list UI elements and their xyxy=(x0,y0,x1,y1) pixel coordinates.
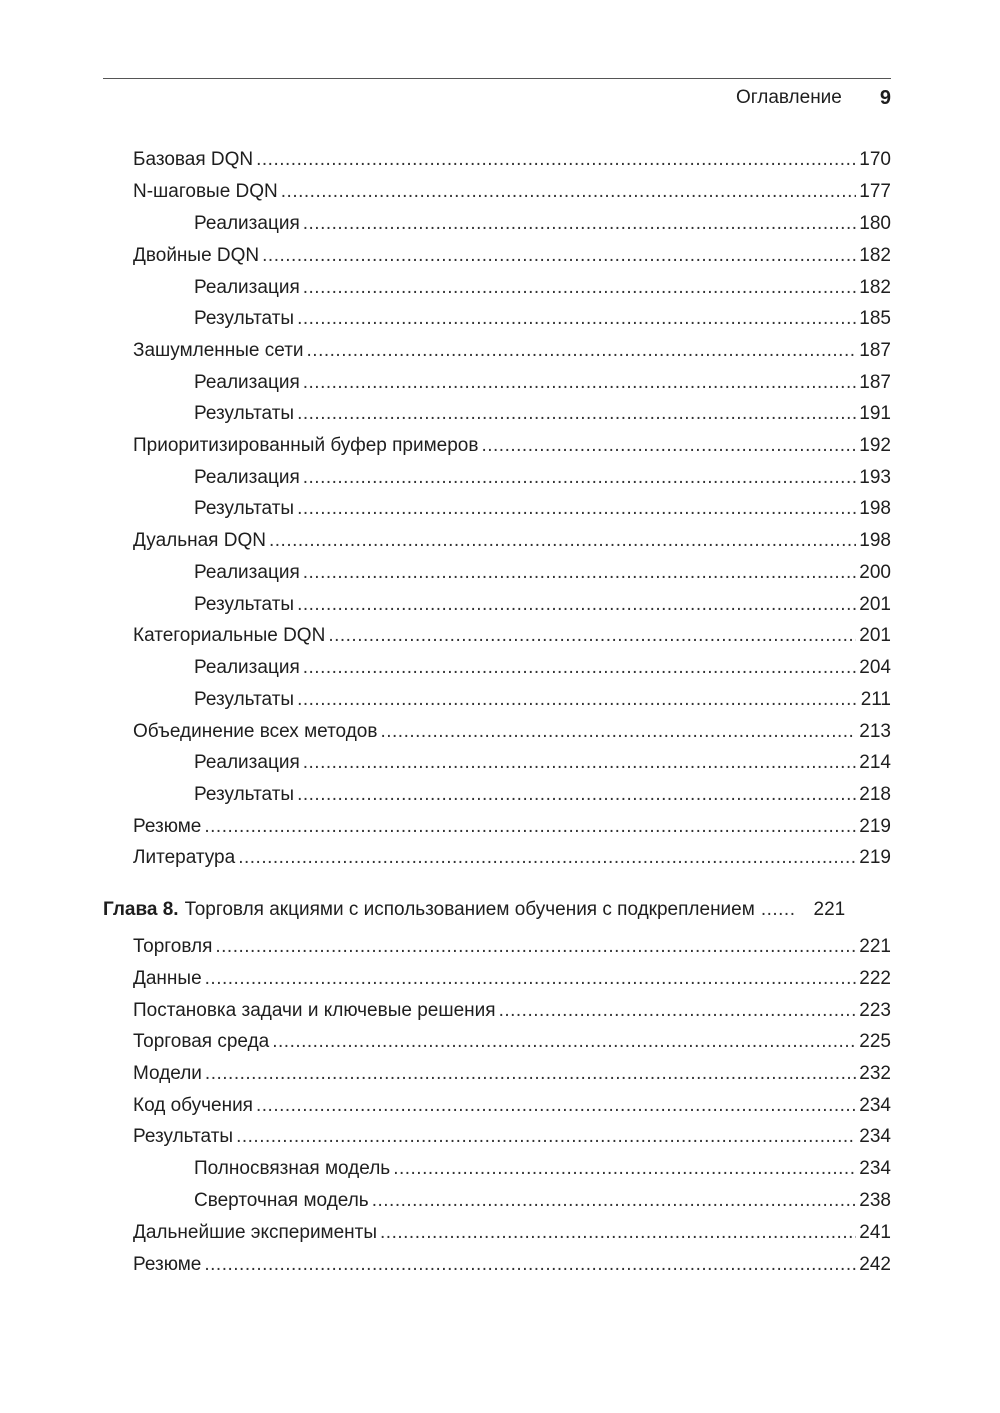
toc-entry-title: Дуальная DQN xyxy=(133,530,266,551)
toc-entry-title: Результаты xyxy=(194,498,295,519)
toc-entry-page: 193 xyxy=(859,467,891,488)
toc-entry-title: Резюме xyxy=(133,1254,202,1275)
toc-entry-title: Полносвязная модель xyxy=(194,1158,391,1179)
toc-entry[interactable] xyxy=(103,781,891,809)
toc-entry[interactable] xyxy=(103,146,891,174)
toc-leader-dots xyxy=(297,591,856,619)
toc-leader-dots xyxy=(204,1251,856,1279)
toc-entry-page: 204 xyxy=(859,657,891,678)
toc-entry-page: 214 xyxy=(859,752,891,773)
toc-leader-dots xyxy=(281,178,857,206)
toc-leader-dots xyxy=(372,1187,857,1215)
toc-leader-dots xyxy=(303,369,857,397)
toc-entry-title: Реализация xyxy=(194,277,300,298)
toc-leader-dots xyxy=(328,622,856,650)
toc-entry-title: N-шаговые DQN xyxy=(133,181,278,202)
toc-entry-title: Категориальные DQN xyxy=(133,625,326,646)
toc-entry[interactable] xyxy=(103,559,891,587)
toc-leader-dots xyxy=(204,813,856,841)
toc-entry-title: Реализация xyxy=(194,213,300,234)
toc-entry-title: Сверточная модель xyxy=(194,1190,369,1211)
chapter-label: Глава 8. xyxy=(103,899,179,920)
toc-leader-dots xyxy=(303,749,857,777)
toc-entry[interactable] xyxy=(103,274,891,302)
toc-entry-page: 223 xyxy=(859,1000,891,1021)
toc-entry-page: 221 xyxy=(859,936,891,957)
toc-leader-dots xyxy=(205,965,857,993)
toc-leader-dots xyxy=(303,274,857,302)
toc-entry[interactable] xyxy=(103,591,891,619)
toc-leader-dots xyxy=(262,242,856,270)
toc-entry[interactable] xyxy=(103,178,891,206)
toc-entry-page: 180 xyxy=(859,213,891,234)
toc-leader-dots xyxy=(481,432,856,460)
toc-entry[interactable] xyxy=(103,718,891,746)
toc-entry[interactable] xyxy=(103,933,891,961)
toc-chapter-entry[interactable] xyxy=(103,896,891,924)
toc-leader-dots xyxy=(297,495,856,523)
toc-entry-title: Литература xyxy=(133,847,236,868)
toc-entry-page: 219 xyxy=(859,847,891,868)
toc-leader-dots xyxy=(307,337,857,365)
toc-entry-page: 234 xyxy=(859,1095,891,1116)
toc-entry[interactable] xyxy=(103,432,891,460)
toc-entry[interactable] xyxy=(103,965,891,993)
toc-entry-page: 182 xyxy=(859,245,891,266)
toc-entry-title: Данные xyxy=(133,968,202,989)
toc-entry-title: Результаты xyxy=(133,1126,234,1147)
toc-leader-dots xyxy=(303,210,857,238)
toc-entry[interactable] xyxy=(103,210,891,238)
toc-leader-dots xyxy=(215,933,856,961)
toc-entry[interactable] xyxy=(103,844,891,872)
toc-entry[interactable] xyxy=(103,622,891,650)
toc-entry-page: 201 xyxy=(859,594,891,615)
toc-entry-title: Резюме xyxy=(133,816,202,837)
header-section-name: Оглавление xyxy=(735,87,842,108)
toc-leader-dots xyxy=(269,527,856,555)
toc-chapter-title-group xyxy=(103,896,755,924)
toc-entry-page: 213 xyxy=(859,721,891,742)
toc-entry[interactable] xyxy=(103,1187,891,1215)
toc-entry[interactable] xyxy=(103,369,891,397)
toc-entry[interactable] xyxy=(103,242,891,270)
header-rule xyxy=(103,78,891,79)
toc-entry[interactable] xyxy=(103,1060,891,1088)
toc-leader-dots xyxy=(380,1219,856,1247)
toc-entry-page: 238 xyxy=(859,1190,891,1211)
toc-entry-page: 177 xyxy=(859,181,891,202)
toc-leader-dots xyxy=(238,844,856,872)
toc-entry-page: 222 xyxy=(859,968,891,989)
toc-entry[interactable] xyxy=(103,813,891,841)
toc-leader-dots xyxy=(761,896,796,924)
toc-entry-page: 218 xyxy=(859,784,891,805)
toc-entry-title: Результаты xyxy=(194,403,295,424)
toc-entry[interactable] xyxy=(103,1092,891,1120)
toc-entry-page: 234 xyxy=(859,1158,891,1179)
toc-entry-title: Зашумленные сети xyxy=(133,340,304,361)
toc-entry-title: Результаты xyxy=(194,689,295,710)
toc-entry[interactable] xyxy=(103,1028,891,1056)
toc-leader-dots xyxy=(297,686,858,714)
toc-leader-dots xyxy=(393,1155,856,1183)
toc-leader-dots xyxy=(297,305,856,333)
toc-leader-dots xyxy=(499,997,857,1025)
toc-leader-dots xyxy=(303,559,857,587)
toc-entry[interactable] xyxy=(103,686,891,714)
toc-entry-title: Приоритизированный буфер примеров xyxy=(133,435,479,456)
toc-entry-page: 182 xyxy=(859,277,891,298)
toc-entry-title: Реализация xyxy=(194,562,300,583)
toc-entry[interactable] xyxy=(103,337,891,365)
toc-entry-title: Реализация xyxy=(194,752,300,773)
toc-entry-page: 191 xyxy=(859,403,891,424)
toc-entry-page: 192 xyxy=(859,435,891,456)
running-header xyxy=(103,86,891,110)
toc-entry[interactable] xyxy=(103,1155,891,1183)
toc-entry-page: 201 xyxy=(859,625,891,646)
toc-entry-title: Реализация xyxy=(194,372,300,393)
toc-leader-dots xyxy=(380,718,856,746)
toc-entry-title: Базовая DQN xyxy=(133,149,254,170)
toc-entry-page: 234 xyxy=(859,1126,891,1147)
toc-entry[interactable] xyxy=(103,1251,891,1279)
toc-entry-page: 219 xyxy=(859,816,891,837)
toc-leader-dots xyxy=(303,464,857,492)
toc-entry[interactable] xyxy=(103,305,891,333)
toc-leader-dots xyxy=(297,781,856,809)
toc-leader-dots xyxy=(256,1092,856,1120)
toc-leader-dots xyxy=(272,1028,856,1056)
toc-leader-dots xyxy=(205,1060,856,1088)
toc-entry-title: Торговая среда xyxy=(133,1031,270,1052)
toc-entry-page: 211 xyxy=(860,689,891,710)
toc-entry-page: 187 xyxy=(859,372,891,393)
toc-entry-title: Торговля xyxy=(133,936,213,957)
chapter-title: Торговля акциями с использованием обучения с подкреплением xyxy=(184,899,755,920)
toc-entry[interactable] xyxy=(103,495,891,523)
toc-entry[interactable] xyxy=(103,1219,891,1247)
toc-entry-page: 242 xyxy=(859,1254,891,1275)
toc-entry[interactable] xyxy=(103,1123,891,1151)
toc-entry-page: 170 xyxy=(859,149,891,170)
header-page-number: 9 xyxy=(879,86,891,109)
toc-entry-title: Результаты xyxy=(194,784,295,805)
toc-leader-dots xyxy=(297,400,856,428)
toc-entry-title: Код обучения xyxy=(133,1095,253,1116)
toc-leader-dots xyxy=(256,146,856,174)
toc-entry[interactable] xyxy=(103,654,891,682)
toc-entry-page: 232 xyxy=(859,1063,891,1084)
toc-entry-page: 200 xyxy=(859,562,891,583)
toc-entry[interactable] xyxy=(103,527,891,555)
toc-entry[interactable] xyxy=(103,749,891,777)
toc-entry-title: Двойные DQN xyxy=(133,245,260,266)
toc-entry-title: Результаты xyxy=(194,308,295,329)
toc-entry-title: Дальнейшие эксперименты xyxy=(133,1222,378,1243)
toc-entry[interactable] xyxy=(103,997,891,1025)
toc-entry-page: 225 xyxy=(859,1031,891,1052)
toc-entry-title: Объединение всех методов xyxy=(133,721,378,742)
toc-entry-title: Модели xyxy=(133,1063,202,1084)
toc-leader-dots xyxy=(303,654,857,682)
toc-entry-title: Реализация xyxy=(194,467,300,488)
toc-entry-title: Постановка задачи и ключевые решения xyxy=(133,1000,496,1021)
toc-entry-page: 198 xyxy=(859,530,891,551)
toc-entry[interactable] xyxy=(103,464,891,492)
toc-entry-page: 187 xyxy=(859,340,891,361)
toc-entry[interactable] xyxy=(103,400,891,428)
toc-entry-title: Реализация xyxy=(194,657,300,678)
toc-entry-page: 185 xyxy=(859,308,891,329)
toc-leader-dots xyxy=(236,1123,856,1151)
chapter-page: 221 xyxy=(813,899,846,920)
toc-entry-title: Результаты xyxy=(194,594,295,615)
toc-entry-page: 241 xyxy=(859,1222,891,1243)
toc-entry-page: 198 xyxy=(859,498,891,519)
